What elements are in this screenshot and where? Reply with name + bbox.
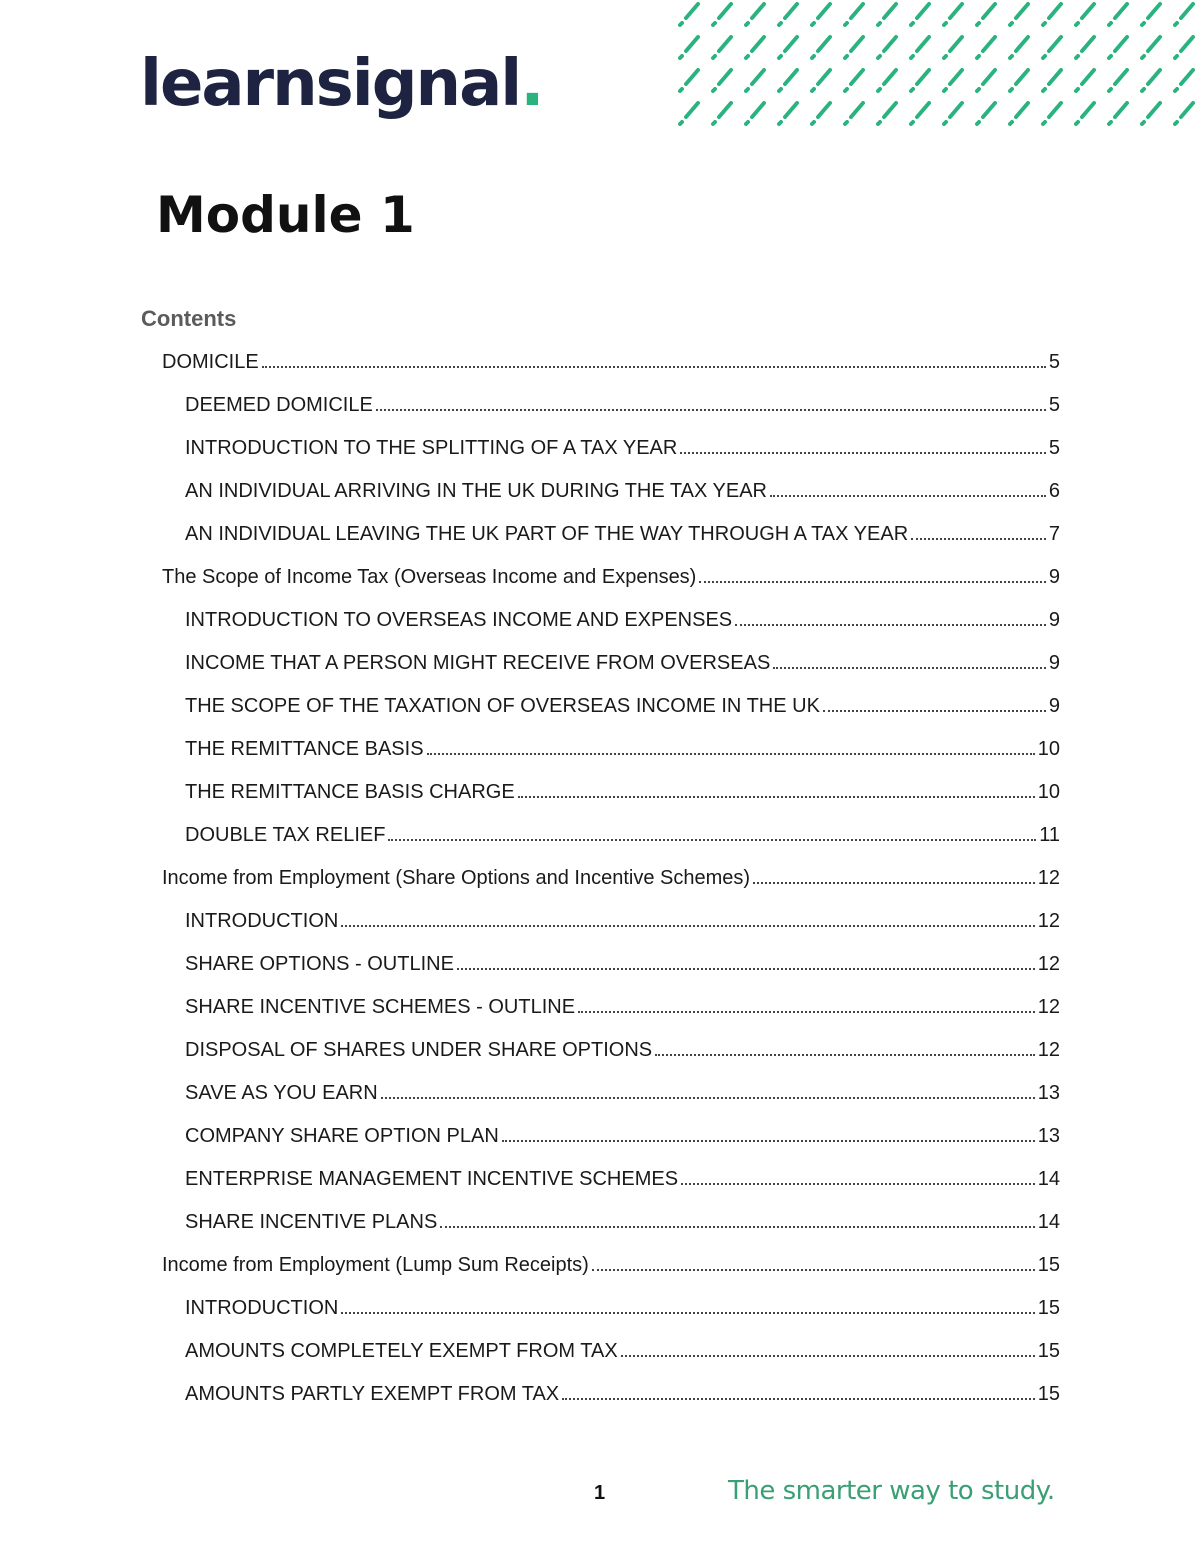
- pattern-slash: [1076, 103, 1094, 124]
- toc-entry[interactable]: [162, 1291, 1060, 1334]
- pattern-slash: [1109, 37, 1127, 58]
- toc-entry[interactable]: [162, 431, 1060, 474]
- pattern-slash: [944, 4, 962, 25]
- logo-dot: .: [520, 47, 543, 121]
- pattern-slash: [944, 70, 962, 91]
- toc-entry-label: The Scope of Income Tax (Overseas Income and Expenses): [162, 566, 697, 588]
- pattern-slash: [812, 70, 830, 91]
- toc-entry[interactable]: [162, 1248, 1060, 1291]
- toc-entry-label: AMOUNTS PARTLY EXEMPT FROM TAX: [185, 1383, 560, 1405]
- pattern-slash: [944, 37, 962, 58]
- pattern-slash: [713, 70, 731, 91]
- toc-entry[interactable]: [162, 1119, 1060, 1162]
- toc-entry-page: 15: [1037, 1383, 1060, 1405]
- toc-entry-page: 13: [1037, 1125, 1060, 1147]
- toc-entry-page: 11: [1039, 824, 1060, 846]
- toc-entry[interactable]: [162, 990, 1060, 1033]
- toc-dot-leader: [770, 495, 1046, 497]
- pattern-slash: [1175, 4, 1193, 25]
- pattern-slash: [1043, 37, 1061, 58]
- toc-dot-leader: [376, 409, 1046, 411]
- pattern-slash: [1142, 70, 1160, 91]
- toc-entry-page: 6: [1048, 480, 1060, 502]
- toc-entry-page: 9: [1048, 566, 1060, 588]
- toc-entry-page: 10: [1037, 781, 1060, 803]
- toc-entry-label: AN INDIVIDUAL ARRIVING IN THE UK DURING THE TAX YEAR: [185, 480, 767, 502]
- pattern-slash: [680, 103, 698, 124]
- toc-dot-leader: [381, 1097, 1035, 1099]
- toc-entry-page: 9: [1048, 652, 1060, 674]
- toc-entry-label: SAVE AS YOU EARN: [185, 1082, 378, 1104]
- toc-dot-leader: [262, 366, 1046, 368]
- toc-entry-label: INTRODUCTION: [185, 1297, 339, 1319]
- pattern-slash: [680, 70, 698, 91]
- table-of-contents: [162, 345, 1060, 1420]
- toc-entry-label: SHARE INCENTIVE PLANS: [185, 1211, 438, 1233]
- pattern-slash: [1142, 4, 1160, 25]
- toc-entry-page: 14: [1037, 1211, 1060, 1233]
- toc-entry[interactable]: [162, 947, 1060, 990]
- pattern-slash: [878, 4, 896, 25]
- pattern-slash: [1043, 70, 1061, 91]
- toc-entry[interactable]: [162, 603, 1060, 646]
- toc-entry[interactable]: [162, 1205, 1060, 1248]
- toc-dot-leader: [341, 925, 1034, 927]
- toc-entry-page: 15: [1037, 1340, 1060, 1362]
- pattern-slash: [845, 37, 863, 58]
- pattern-slash: [1010, 37, 1028, 58]
- pattern-slash: [1109, 4, 1127, 25]
- toc-dot-leader: [592, 1269, 1035, 1271]
- toc-entry-label: DOMICILE: [162, 351, 259, 373]
- toc-dot-leader: [773, 667, 1046, 669]
- toc-entry-label: ENTERPRISE MANAGEMENT INCENTIVE SCHEMES: [185, 1168, 679, 1190]
- toc-entry-label: INCOME THAT A PERSON MIGHT RECEIVE FROM OVERSEAS: [185, 652, 771, 674]
- pattern-slash: [746, 70, 764, 91]
- pattern-slash: [1076, 4, 1094, 25]
- toc-entry-label: Income from Employment (Share Options and Incentive Schemes): [162, 867, 751, 889]
- toc-entry-page: 7: [1048, 523, 1060, 545]
- toc-dot-leader: [502, 1140, 1035, 1142]
- toc-entry-page: 12: [1037, 953, 1060, 975]
- toc-entry-label: COMPANY SHARE OPTION PLAN: [185, 1125, 499, 1147]
- page-number: 1: [594, 1482, 606, 1504]
- toc-entry-label: DOUBLE TAX RELIEF: [185, 824, 386, 846]
- toc-entry-page: 13: [1037, 1082, 1060, 1104]
- toc-entry-page: 5: [1048, 437, 1060, 459]
- brand-logo: [140, 47, 543, 121]
- pattern-slash: [911, 37, 929, 58]
- toc-entry[interactable]: [162, 732, 1060, 775]
- toc-entry[interactable]: [162, 861, 1060, 904]
- pattern-slash: [878, 37, 896, 58]
- pattern-slash: [977, 4, 995, 25]
- toc-entry[interactable]: [162, 345, 1060, 388]
- pattern-slash: [878, 103, 896, 124]
- pattern-slash: [911, 70, 929, 91]
- decorative-slash-pattern: [672, 0, 1200, 135]
- toc-entry[interactable]: [162, 1076, 1060, 1119]
- toc-entry-page: 9: [1048, 695, 1060, 717]
- toc-entry-label: INTRODUCTION TO THE SPLITTING OF A TAX YEAR: [185, 437, 678, 459]
- pattern-slash: [680, 4, 698, 25]
- toc-dot-leader: [440, 1226, 1034, 1228]
- toc-entry[interactable]: [162, 517, 1060, 560]
- contents-heading: Contents: [141, 306, 237, 331]
- toc-entry-label: THE REMITTANCE BASIS: [185, 738, 424, 760]
- pattern-slash: [845, 70, 863, 91]
- toc-dot-leader: [699, 581, 1046, 583]
- toc-entry-label: AMOUNTS COMPLETELY EXEMPT FROM TAX: [185, 1340, 618, 1362]
- pattern-slash: [779, 37, 797, 58]
- toc-dot-leader: [753, 882, 1035, 884]
- toc-entry-page: 10: [1037, 738, 1060, 760]
- toc-entry[interactable]: [162, 646, 1060, 689]
- toc-entry-label: Income from Employment (Lump Sum Receipts): [162, 1254, 589, 1276]
- pattern-slash: [845, 4, 863, 25]
- pattern-slash: [1043, 103, 1061, 124]
- toc-entry[interactable]: [162, 474, 1060, 517]
- pattern-slash: [1010, 103, 1028, 124]
- pattern-slash: [1043, 4, 1061, 25]
- toc-dot-leader: [655, 1054, 1035, 1056]
- toc-dot-leader: [578, 1011, 1035, 1013]
- pattern-slash: [713, 103, 731, 124]
- pattern-slash: [746, 37, 764, 58]
- toc-entry-page: 12: [1037, 910, 1060, 932]
- toc-entry-page: 12: [1037, 867, 1060, 889]
- toc-entry[interactable]: [162, 388, 1060, 431]
- pattern-slash: [911, 103, 929, 124]
- pattern-slash: [1175, 37, 1193, 58]
- toc-entry-label: INTRODUCTION TO OVERSEAS INCOME AND EXPENSES: [185, 609, 733, 631]
- toc-entry-page: 5: [1048, 351, 1060, 373]
- toc-entry-label: DEEMED DOMICILE: [185, 394, 373, 416]
- toc-dot-leader: [341, 1312, 1034, 1314]
- pattern-slash: [1010, 4, 1028, 25]
- toc-entry-page: 9: [1048, 609, 1060, 631]
- toc-entry-page: 15: [1037, 1254, 1060, 1276]
- pattern-slash: [746, 4, 764, 25]
- pattern-slash: [713, 37, 731, 58]
- toc-entry[interactable]: [162, 1377, 1060, 1420]
- toc-dot-leader: [427, 753, 1035, 755]
- toc-dot-leader: [823, 710, 1046, 712]
- tagline: The smarter way to study.: [728, 1476, 1055, 1506]
- toc-entry-label: THE REMITTANCE BASIS CHARGE: [185, 781, 515, 803]
- toc-entry-label: SHARE OPTIONS - OUTLINE: [185, 953, 454, 975]
- toc-dot-leader: [680, 452, 1046, 454]
- toc-dot-leader: [681, 1183, 1035, 1185]
- toc-entry-label: THE SCOPE OF THE TAXATION OF OVERSEAS INCOME IN THE UK: [185, 695, 820, 717]
- toc-entry[interactable]: [162, 1033, 1060, 1076]
- toc-dot-leader: [388, 839, 1036, 841]
- toc-entry-page: 12: [1037, 996, 1060, 1018]
- toc-dot-leader: [735, 624, 1046, 626]
- pattern-slash: [1109, 103, 1127, 124]
- pattern-slash: [779, 70, 797, 91]
- toc-entry-label: AN INDIVIDUAL LEAVING THE UK PART OF THE WAY THROUGH A TAX YEAR: [185, 523, 909, 545]
- pattern-slash: [1010, 70, 1028, 91]
- pattern-slash: [1142, 103, 1160, 124]
- toc-entry-label: DISPOSAL OF SHARES UNDER SHARE OPTIONS: [185, 1039, 653, 1061]
- toc-dot-leader: [562, 1398, 1035, 1400]
- toc-entry[interactable]: [162, 775, 1060, 818]
- logo-text: learnsignal: [140, 47, 521, 121]
- pattern-slash: [812, 103, 830, 124]
- pattern-slash: [1076, 70, 1094, 91]
- toc-dot-leader: [457, 968, 1035, 970]
- toc-entry[interactable]: [162, 1162, 1060, 1205]
- toc-entry-label: INTRODUCTION: [185, 910, 339, 932]
- toc-dot-leader: [621, 1355, 1035, 1357]
- pattern-slash: [779, 4, 797, 25]
- pattern-slash: [977, 70, 995, 91]
- toc-entry[interactable]: [162, 1334, 1060, 1377]
- pattern-slash: [845, 103, 863, 124]
- pattern-slash: [713, 4, 731, 25]
- toc-entry-page: 14: [1037, 1168, 1060, 1190]
- toc-entry-page: 15: [1037, 1297, 1060, 1319]
- pattern-slash: [911, 4, 929, 25]
- pattern-slash: [1175, 70, 1193, 91]
- pattern-slash: [878, 70, 896, 91]
- toc-entry[interactable]: [162, 560, 1060, 603]
- pattern-slash: [944, 103, 962, 124]
- pattern-slash: [779, 103, 797, 124]
- toc-entry[interactable]: [162, 818, 1060, 861]
- toc-entry-page: 5: [1048, 394, 1060, 416]
- pattern-slash: [812, 37, 830, 58]
- toc-dot-leader: [518, 796, 1035, 798]
- toc-entry-page: 12: [1037, 1039, 1060, 1061]
- pattern-slash: [977, 103, 995, 124]
- toc-entry-label: SHARE INCENTIVE SCHEMES - OUTLINE: [185, 996, 576, 1018]
- pattern-slash: [1142, 37, 1160, 58]
- pattern-slash: [977, 37, 995, 58]
- pattern-slash: [680, 37, 698, 58]
- pattern-slash: [1076, 37, 1094, 58]
- page-title: Module 1: [156, 186, 415, 244]
- pattern-slash: [1175, 103, 1193, 124]
- toc-entry[interactable]: [162, 689, 1060, 732]
- pattern-slash: [812, 4, 830, 25]
- pattern-slash: [1109, 70, 1127, 91]
- pattern-slash: [746, 103, 764, 124]
- toc-entry[interactable]: [162, 904, 1060, 947]
- toc-dot-leader: [911, 538, 1046, 540]
